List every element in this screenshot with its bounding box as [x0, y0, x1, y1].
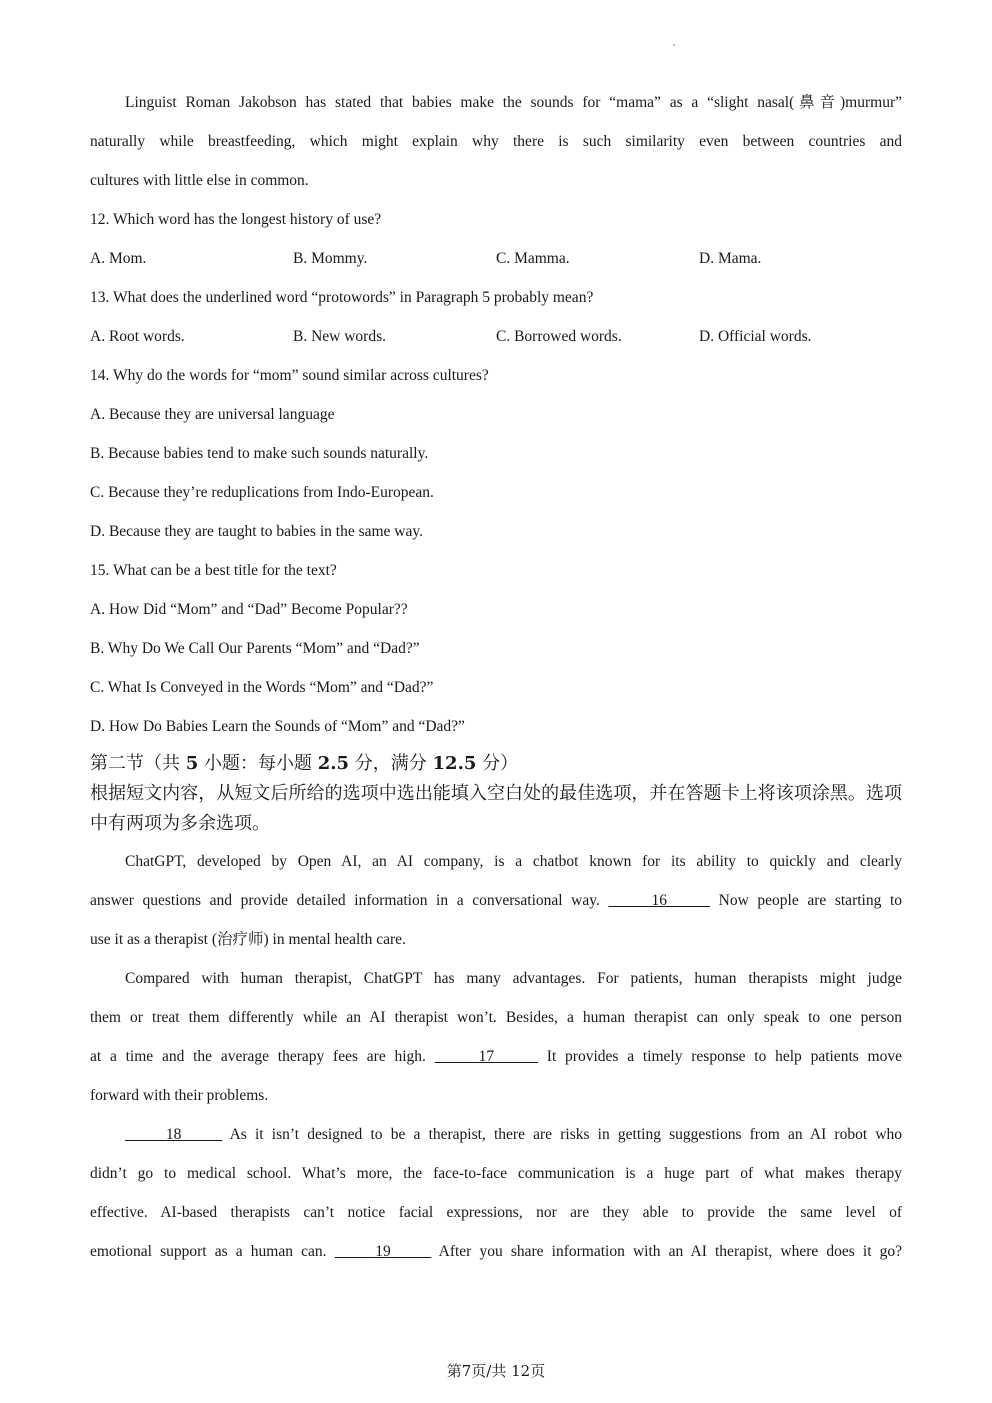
option-b: B. Mommy. — [293, 250, 368, 267]
option-d: D. Mama. — [699, 250, 762, 267]
passage-line: naturally while breastfeeding, which might explain why there is such similarity even between countries and — [90, 133, 902, 150]
option-a: A. Mom. — [90, 250, 147, 267]
passage-line: Linguist Roman Jakobson has stated that babies make the sounds for “mama” as a “slight nasal(鼻音)murmur” — [125, 94, 902, 111]
option-row — [90, 239, 902, 278]
question-12 — [90, 200, 902, 278]
option-d: D. Official words. — [699, 328, 812, 345]
option-row — [90, 317, 902, 356]
blank-number: 16 — [651, 892, 668, 909]
cloze-text: Now people are starting to — [718, 892, 902, 909]
scan-dot — [673, 44, 675, 46]
option-b: B. Why Do We Call Our Parents “Mom” and “Dad?” — [90, 640, 420, 657]
cloze-line: Compared with human therapist, ChatGPT has many advantages. For patients, human therapists might judge — [125, 970, 902, 987]
passage-paragraph — [90, 83, 902, 200]
cloze-line: use it as a therapist (治疗师) in mental health care. — [90, 931, 406, 948]
heading-text: 小题：每小题 — [204, 753, 312, 774]
section-instructions: 根据短文内容，从短文后所给的选项中选出能填入空白处的最佳选项，并在答题卡上将该项涂黑。选项中有两项为多余选项。 — [90, 783, 902, 834]
option-d: D. Because they are taught to babies in the same way. — [90, 523, 423, 540]
blank-18 — [125, 1126, 222, 1143]
page-footer: 第7页/共 12页 — [446, 1362, 546, 1380]
question-count: 5 — [185, 753, 199, 774]
cloze-paragraph-3 — [90, 1115, 902, 1271]
heading-text: 分，满分 — [354, 753, 427, 774]
blank-number: 18 — [165, 1126, 182, 1143]
cloze-line: forward with their problems. — [90, 1087, 269, 1104]
cloze-text: answer questions and provide detailed information in a conversational way. — [90, 892, 600, 909]
cloze-line — [90, 1232, 902, 1271]
page-content — [90, 83, 902, 1271]
blank-16 — [608, 892, 710, 909]
blank-number: 17 — [478, 1048, 495, 1065]
cloze-text: It provides a timely response to help patients move — [546, 1048, 902, 1065]
cloze-text: As it isn’t designed to be a therapist, there are risks in getting suggestions from an AI robot who — [229, 1126, 902, 1143]
section-heading — [90, 749, 902, 779]
cloze-text: at a time and the average therapy fees are high. — [90, 1048, 426, 1065]
total-score: 12.5 — [432, 753, 477, 774]
option-b: B. Because babies tend to make such sounds naturally. — [90, 445, 429, 462]
cloze-paragraph-2 — [90, 959, 902, 1115]
option-c: C. Borrowed words. — [496, 328, 622, 345]
cloze-line — [90, 1037, 902, 1076]
question-15 — [90, 551, 902, 746]
cloze-paragraph-1 — [90, 842, 902, 959]
option-b: B. New words. — [293, 328, 386, 345]
blank-19 — [335, 1243, 432, 1260]
option-c: C. What Is Conveyed in the Words “Mom” and “Dad?” — [90, 679, 434, 696]
question-stem: 14. Why do the words for “mom” sound similar across cultures? — [90, 367, 489, 384]
passage-line: cultures with little else in common. — [90, 172, 309, 189]
option-a: A. Because they are universal language — [90, 406, 335, 423]
question-stem: 15. What can be a best title for the text? — [90, 562, 337, 579]
cloze-line: them or treat them differently while an AI therapist won’t. Besides, a human therapist can only speak to one person — [90, 1009, 902, 1026]
cloze-text: After you share information with an AI therapist, where does it go? — [438, 1243, 902, 1260]
cloze-line: ChatGPT, developed by Open AI, an AI company, is a chatbot known for its ability to quickly and clearly — [125, 853, 902, 870]
question-stem: 12. Which word has the longest history of use? — [90, 211, 382, 228]
question-13 — [90, 278, 902, 356]
option-c: C. Mamma. — [496, 250, 570, 267]
option-a: A. How Did “Mom” and “Dad” Become Popular?? — [90, 601, 408, 618]
blank-number: 19 — [375, 1243, 391, 1260]
blank-17 — [435, 1048, 538, 1065]
cloze-line: didn’t go to medical school. What’s more, the face-to-face communication is a huge part of what makes therapy — [90, 1165, 902, 1182]
question-stem: 13. What does the underlined word “protowords” in Paragraph 5 probably mean? — [90, 289, 594, 306]
cloze-text: emotional support as a human can. — [90, 1243, 327, 1260]
option-a: A. Root words. — [90, 328, 185, 345]
heading-text: 第二节（共 — [90, 753, 180, 774]
option-d: D. How Do Babies Learn the Sounds of “Mom” and “Dad?” — [90, 718, 465, 735]
per-score: 2.5 — [317, 753, 350, 774]
heading-text: 分） — [482, 753, 519, 774]
cloze-line — [90, 1115, 902, 1154]
option-c: C. Because they’re reduplications from Indo-European. — [90, 484, 434, 501]
question-14 — [90, 356, 902, 551]
cloze-line — [90, 881, 902, 920]
cloze-line: effective. AI-based therapists can’t notice facial expressions, nor are they able to provide the same level of — [90, 1204, 902, 1221]
